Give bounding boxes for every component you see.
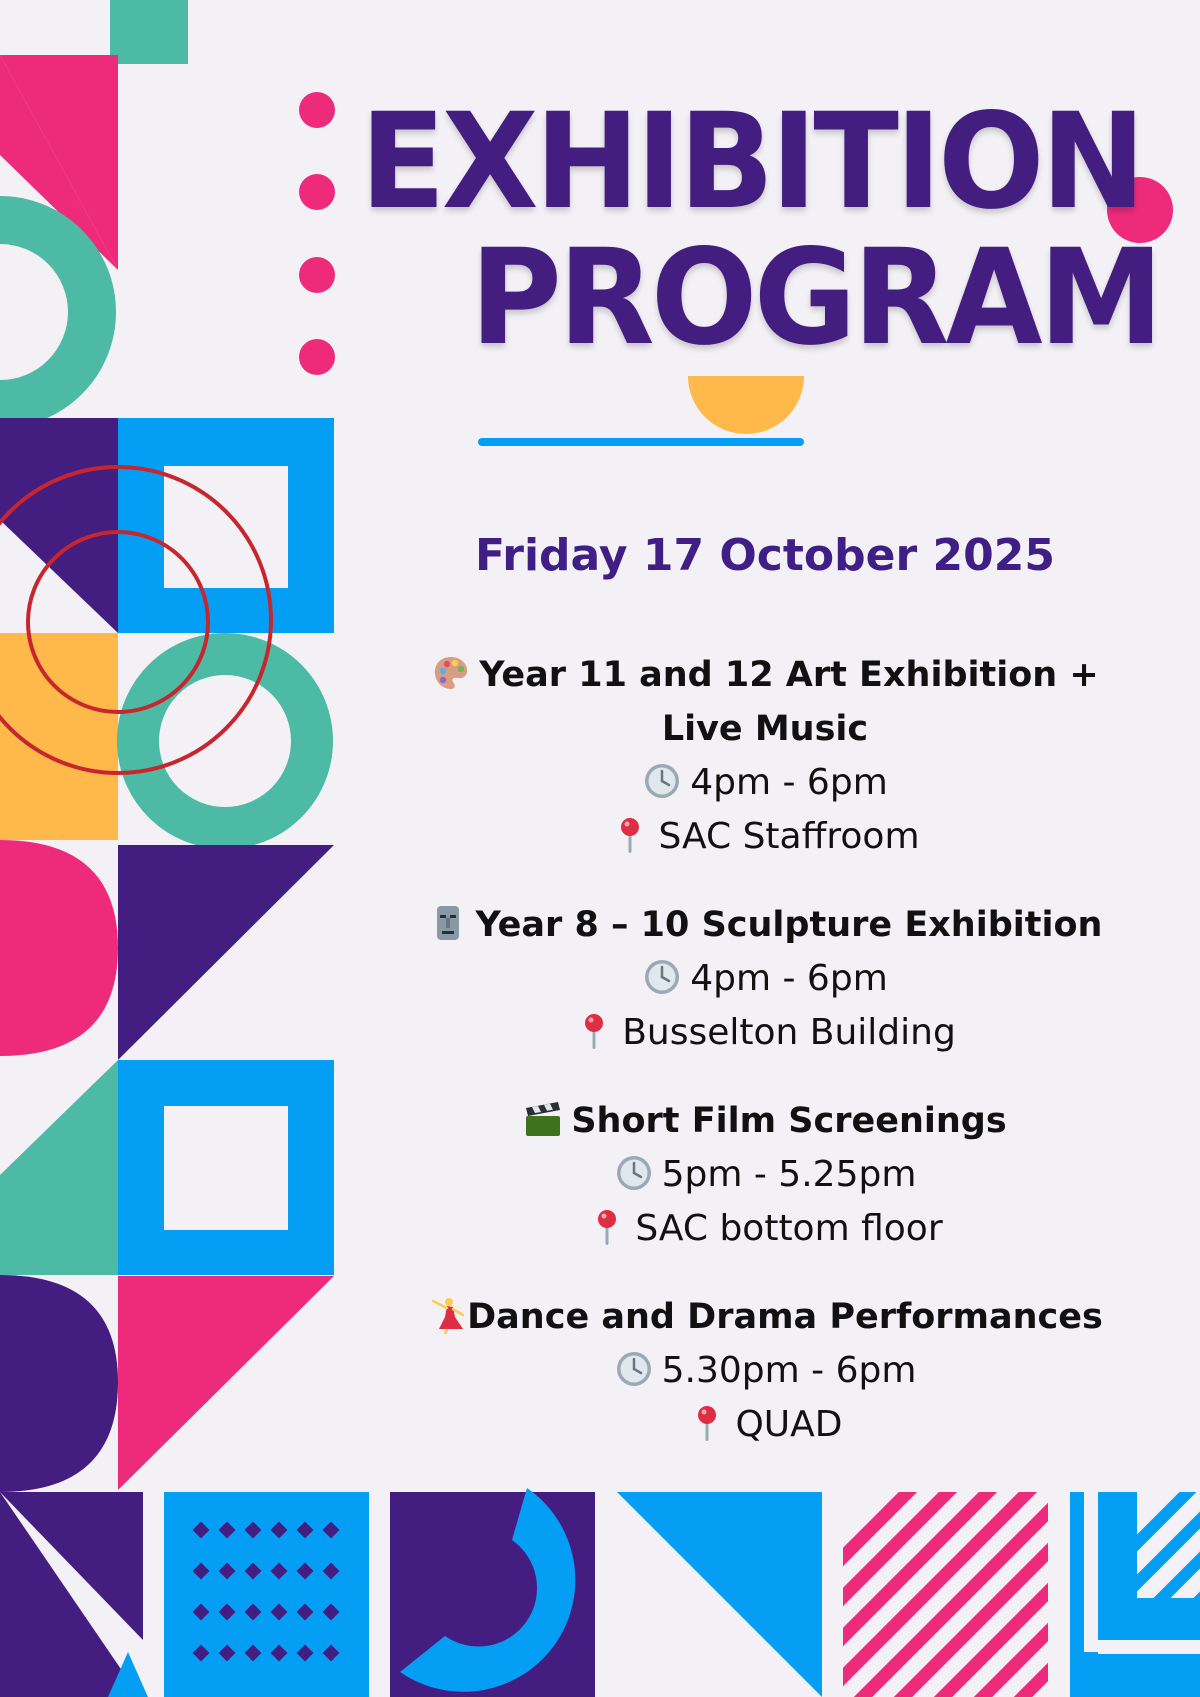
event-location: SAC Staffroom (658, 816, 920, 857)
clock-icon (642, 761, 682, 801)
clock-icon (614, 1153, 654, 1193)
event-title: Year 11 and 12 Art Exhibition + Live Music (479, 655, 1099, 749)
event-item (400, 648, 1130, 864)
event-date: Friday 17 October 2025 (475, 530, 1055, 581)
clock-icon (614, 1349, 654, 1389)
event-title: Year 8 – 10 Sculpture Exhibition (475, 905, 1103, 945)
event-item (400, 1094, 1130, 1256)
event-item (400, 898, 1130, 1060)
round-pushpin-icon (574, 1011, 614, 1051)
event-item (400, 1290, 1130, 1452)
event-list (400, 648, 1130, 1486)
title-line-2: PROGRAM (470, 221, 1160, 375)
palette-icon (431, 653, 471, 693)
dancer-icon (427, 1295, 467, 1335)
event-time: 4pm - 6pm (690, 762, 888, 803)
event-title: Dance and Drama Performances (467, 1297, 1103, 1337)
title-line-1: EXHIBITION (360, 85, 1142, 239)
event-location: SAC bottom floor (635, 1208, 943, 1249)
round-pushpin-icon (610, 815, 650, 855)
clapperboard-icon (523, 1099, 563, 1139)
round-pushpin-icon (687, 1403, 727, 1443)
round-pushpin-icon (587, 1207, 627, 1247)
event-time: 5.30pm - 6pm (661, 1350, 917, 1391)
event-location: Busselton Building (622, 1012, 956, 1053)
event-time: 5pm - 5.25pm (661, 1154, 917, 1195)
moai-icon (428, 903, 468, 943)
clock-icon (642, 957, 682, 997)
event-title: Short Film Screenings (571, 1101, 1007, 1141)
event-location: QUAD (735, 1404, 843, 1445)
event-time: 4pm - 6pm (690, 958, 888, 999)
